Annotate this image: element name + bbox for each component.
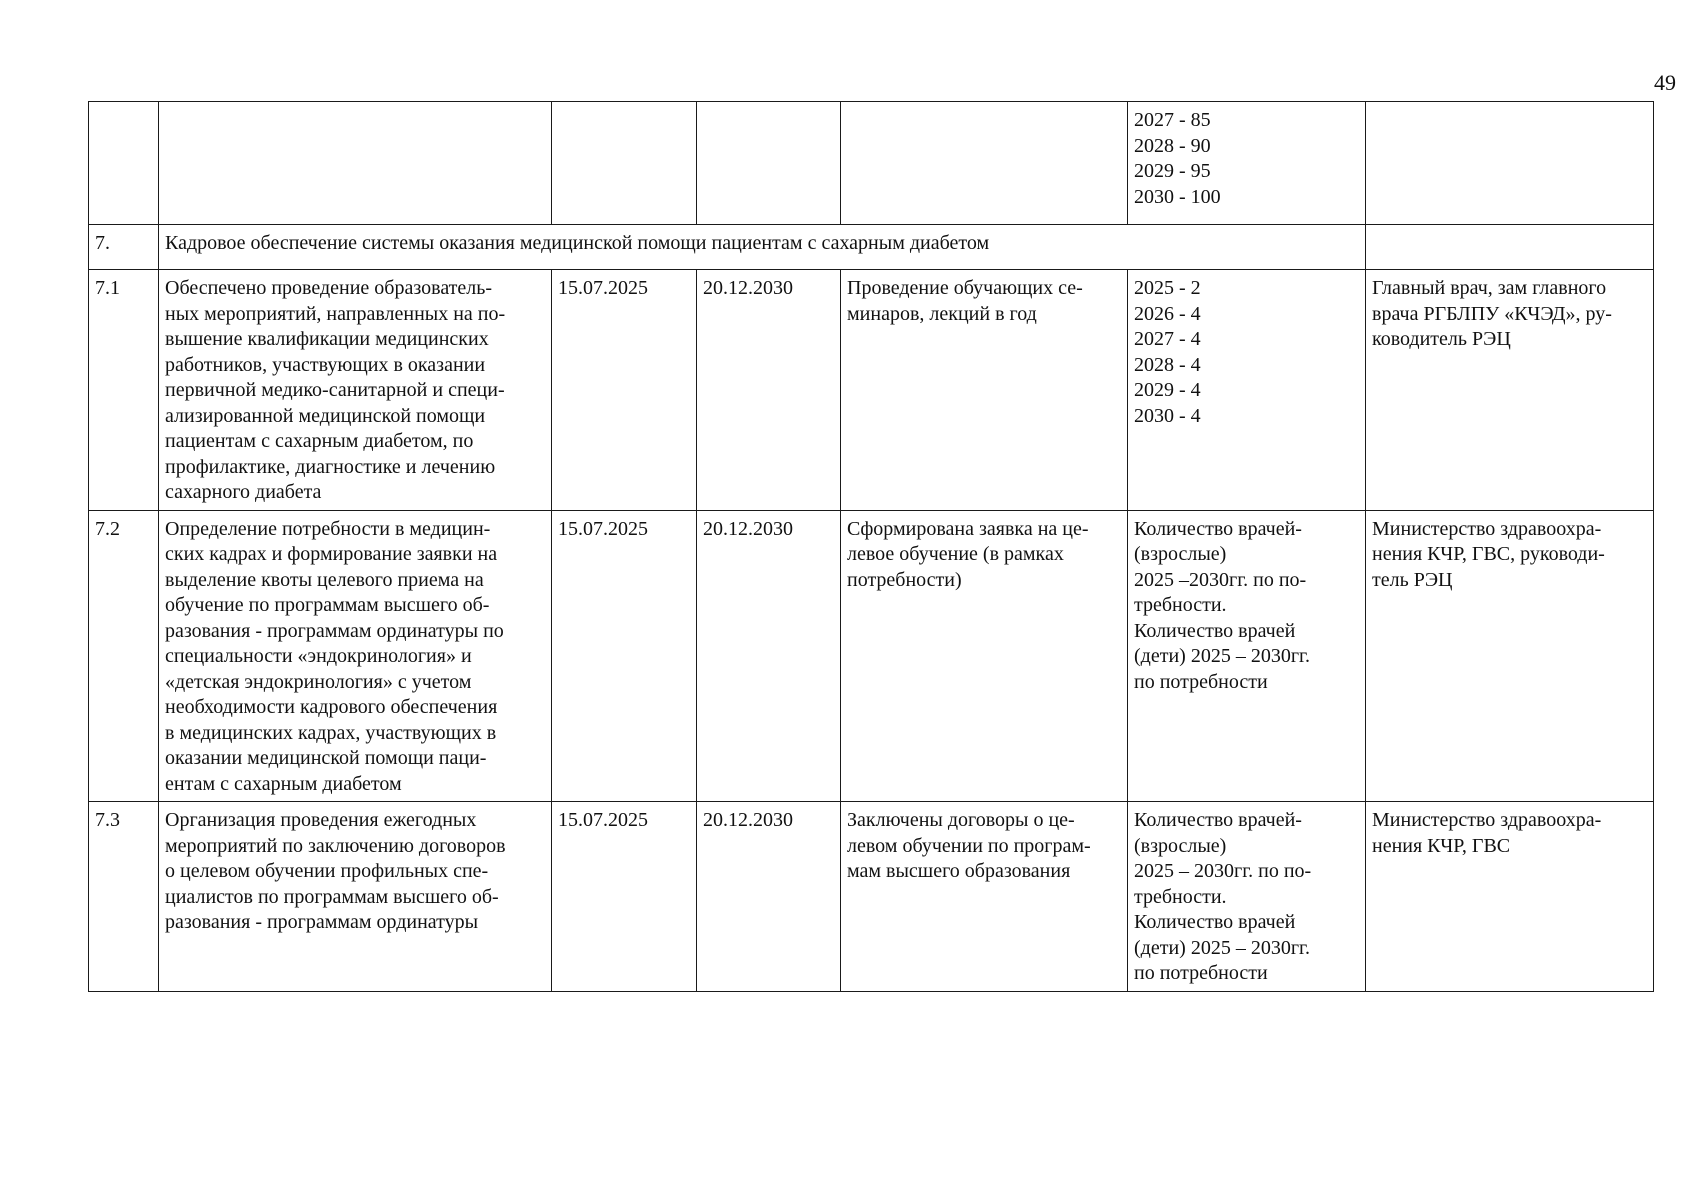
cell-targets: Количество врачей- (взрослые) 2025 – 2030гг. по по- требности. Количество врачей (дети) 2025 – 2030гг. по потребности: [1128, 802, 1366, 992]
cell-end-date: 20.12.2030: [697, 270, 841, 511]
section-empty-cell: [1366, 225, 1654, 270]
cell-responsible: [1366, 102, 1654, 225]
cell-result: Проведение обучающих се- минаров, лекций в год: [841, 270, 1128, 511]
section-row: [89, 225, 1654, 270]
cell-start-date: 15.07.2025: [552, 510, 697, 802]
cell-activity: [159, 102, 552, 225]
cell-start-date: 15.07.2025: [552, 270, 697, 511]
cell-number: 7.3: [89, 802, 159, 992]
page-number: 49: [1654, 70, 1676, 95]
cell-result: Заключены договоры о це- левом обучении по програм- мам высшего образования: [841, 802, 1128, 992]
section-number: 7.: [89, 225, 159, 270]
cell-targets: 2025 - 2 2026 - 4 2027 - 4 2028 - 4 2029 - 4 2030 - 4: [1128, 270, 1366, 511]
cell-activity: Определение потребности в медицин- ских кадрах и формирование заявки на выделение квоты целевого приема на обучение по программам высшего об- разования - программам ординатуры по специальности «эндокринология» и «детская эндокринология» с учетом необходимости кадрового обеспечения в медицинских кадрах, участвующих в оказании медицинской помощи паци- ентам с сахарным диабетом: [159, 510, 552, 802]
cell-start-date: 15.07.2025: [552, 802, 697, 992]
cell-responsible: Министерство здравоохра- нения КЧР, ГВС: [1366, 802, 1654, 992]
cell-number: 7.2: [89, 510, 159, 802]
table-row-continuation: [89, 102, 1654, 225]
cell-result: [841, 102, 1128, 225]
cell-number: [89, 102, 159, 225]
table-row: [89, 510, 1654, 802]
cell-activity: Организация проведения ежегодных мероприятий по заключению договоров о целевом обучении профильных спе- циалистов по программам высшего об- разования - программам ординатуры: [159, 802, 552, 992]
cell-targets: Количество врачей- (взрослые) 2025 –2030гг. по по- требности. Количество врачей (дети) 2025 – 2030гг. по потребности: [1128, 510, 1366, 802]
cell-start-date: [552, 102, 697, 225]
cell-result: Сформирована заявка на це- левое обучение (в рамках потребности): [841, 510, 1128, 802]
cell-activity: Обеспечено проведение образователь- ных мероприятий, направленных на по- вышение квалификации медицинских работников, участвующих в оказании первичной медико-санитарной и специ- ализированной медицинской помощи пациентам с сахарным диабетом, по профилактике, диагностике и лечению сахарного диабета: [159, 270, 552, 511]
cell-end-date: 20.12.2030: [697, 802, 841, 992]
cell-number: 7.1: [89, 270, 159, 511]
cell-targets: 2027 - 85 2028 - 90 2029 - 95 2030 - 100: [1128, 102, 1366, 225]
cell-responsible: Министерство здравоохра- нения КЧР, ГВС, руководи- тель РЭЦ: [1366, 510, 1654, 802]
cell-end-date: 20.12.2030: [697, 510, 841, 802]
cell-responsible: Главный врач, зам главного врача РГБЛПУ «КЧЭД», ру- ководитель РЭЦ: [1366, 270, 1654, 511]
section-title: Кадровое обеспечение системы оказания медицинской помощи пациентам с сахарным диабетом: [159, 225, 1366, 270]
table-row: [89, 270, 1654, 511]
cell-end-date: [697, 102, 841, 225]
table-row: [89, 802, 1654, 992]
action-plan-table: [88, 101, 1654, 992]
